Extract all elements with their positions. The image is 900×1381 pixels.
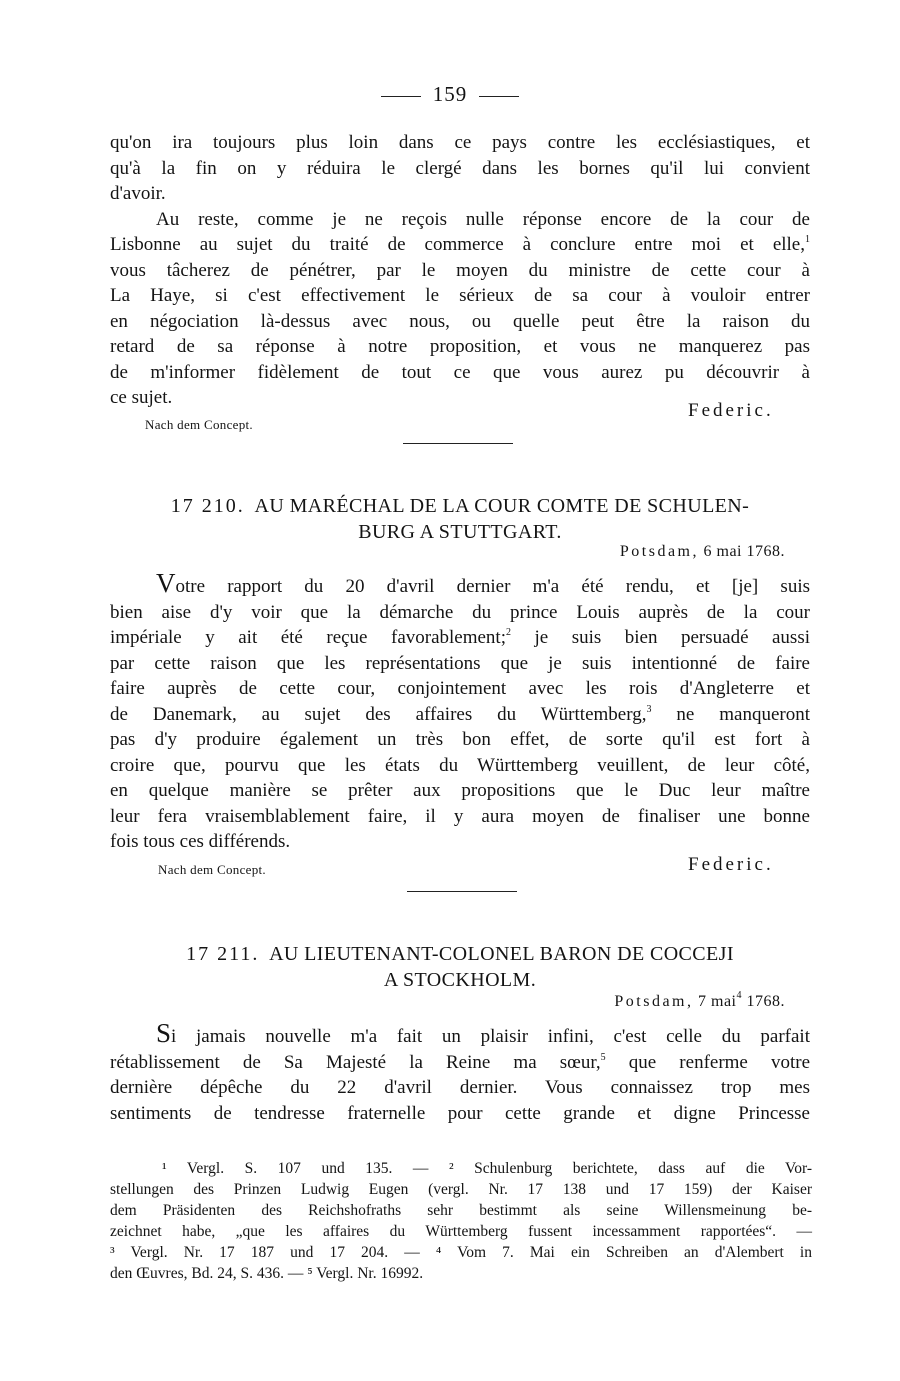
footnote-marker: 4 bbox=[736, 990, 742, 1001]
text-line: La Haye, si c'est effectivement le sérieux de sa cour à vouloir entrer bbox=[110, 285, 810, 306]
footnote-marker: 3 bbox=[646, 703, 652, 715]
text-line: en quelque manière se prêter aux propositions que le Duc leur maître bbox=[110, 780, 810, 801]
text-line: en négociation là-dessus avec nous, ou quelle peut être la raison du bbox=[110, 310, 810, 332]
continuation-paragraph bbox=[110, 130, 810, 411]
text-fragment: ne manqueront bbox=[676, 703, 811, 725]
footnotes bbox=[110, 1158, 812, 1284]
text-line bbox=[110, 1018, 810, 1050]
date: 6 mai 1768. bbox=[703, 543, 785, 560]
signature: Federic. bbox=[688, 854, 774, 875]
page-number bbox=[0, 82, 900, 107]
heading-text: AU LIEUTENANT-COLONEL BARON DE COCCEJI bbox=[269, 943, 734, 965]
page-number-right-dash bbox=[479, 96, 519, 97]
place: Potsdam, bbox=[614, 993, 694, 1010]
footnote-line: den Œuvres, Bd. 24, S. 436. — ⁵ Vergl. Nr. 16992. bbox=[110, 1265, 424, 1282]
place-date bbox=[620, 543, 785, 561]
text-fragment: rétablissement de Sa Majesté la Reine ma sœur, bbox=[110, 1051, 601, 1073]
text-line: Au reste, comme je ne reçois nulle réponse encore de la cour de bbox=[156, 208, 810, 230]
letter-heading-17211 bbox=[110, 941, 810, 993]
letter-number: 17 211. bbox=[186, 943, 260, 965]
letter-heading-17210 bbox=[110, 493, 810, 545]
page-number-text: 159 bbox=[432, 82, 468, 106]
text-line: bien aise d'y voir que la démarche du prince Louis auprès de la cour bbox=[110, 601, 810, 623]
footnote-line: ¹ Vergl. S. 107 und 135. — ² Schulenburg berichtete, dass auf die Vor- bbox=[162, 1160, 812, 1177]
text-line: pas d'y produire également un très bon effet, de sorte qu'il est fort à bbox=[110, 729, 810, 750]
text-line: de m'informer fidèlement de tout ce que vous aurez pu découvrir à bbox=[110, 361, 810, 383]
text-line: dernière dépêche du 22 d'avril dernier. Vous connaissez trop mes bbox=[110, 1077, 810, 1098]
text-fragment: je suis bien persuadé aussi bbox=[534, 627, 810, 648]
text-line: faire auprès de cette cour, conjointement avec les rois d'Angleterre et bbox=[110, 678, 810, 699]
text-line: par cette raison que les représentations que je suis intentionné de faire bbox=[110, 652, 810, 674]
text-line bbox=[110, 568, 810, 600]
heading-line: BURG A STUTTGART. bbox=[358, 521, 562, 543]
text-line: retard de sa réponse à notre proposition, et vous ne manquerez pas bbox=[110, 336, 810, 357]
source-note: Nach dem Concept. bbox=[158, 862, 266, 877]
text-fragment: i jamais nouvelle m'a fait un plaisir infini, c'est celle du parfait bbox=[171, 1026, 810, 1047]
text-line bbox=[110, 1050, 810, 1076]
letter-body-17210 bbox=[110, 568, 811, 855]
footnote-marker: 5 bbox=[600, 1051, 606, 1063]
text-line: ce sujet. bbox=[110, 387, 173, 408]
text-fragment: Lisbonne au sujet du traité de commerce à conclure entre moi et elle, bbox=[110, 234, 805, 255]
heading-line: A STOCKHOLM. bbox=[383, 969, 537, 991]
text-line: qu'on ira toujours plus loin dans ce pays contre les ecclésiastiques, et bbox=[110, 132, 810, 153]
place: Potsdam, bbox=[619, 543, 699, 560]
heading-line bbox=[110, 493, 810, 519]
date-day: 7 mai bbox=[698, 993, 737, 1010]
section-divider bbox=[403, 443, 513, 444]
footnote-marker: 2 bbox=[506, 627, 511, 638]
text-line bbox=[110, 702, 810, 728]
text-line: croire que, pourvu que les états du Württemberg veuillent, de leur côté, bbox=[110, 754, 810, 776]
text-fragment: impériale y ait été reçue favorablement; bbox=[110, 627, 506, 648]
heading-text: AU MARÉCHAL DE LA COUR COMTE DE SCHULEN- bbox=[254, 495, 750, 517]
place-date bbox=[614, 990, 785, 1011]
signature: Federic. bbox=[688, 400, 774, 421]
text-line: qu'à la fin on y réduira le clergé dans les bornes qu'il lui convient bbox=[110, 157, 810, 179]
text-line: leur fera vraisemblablement faire, il y aura moyen de finaliser une bonne bbox=[110, 805, 810, 827]
text-line bbox=[110, 232, 810, 258]
footnote-line: dem Präsidenten des Reichshofraths sehr bestimmt als seine Willensmeinung be- bbox=[110, 1202, 812, 1219]
page-number-left-dash bbox=[381, 96, 421, 97]
text-line: sentiments de tendresse fraternelle pour cette grande et digne Princesse bbox=[110, 1102, 810, 1124]
text-line: vous tâcherez de pénétrer, par le moyen du ministre de cette cour à bbox=[110, 259, 810, 281]
letter-body-17211 bbox=[110, 1018, 811, 1126]
text-fragment: de Danemark, au sujet des affaires du Württemberg, bbox=[110, 703, 647, 725]
heading-line bbox=[110, 941, 810, 967]
section-divider bbox=[407, 891, 517, 892]
initial-letter: V bbox=[156, 568, 176, 598]
date-year: 1768. bbox=[746, 993, 785, 1010]
text-line: fois tous ces différends. bbox=[110, 831, 291, 852]
initial-letter: S bbox=[156, 1018, 172, 1048]
text-fragment: otre rapport du 20 d'avril dernier m'a été rendu, et [je] suis bbox=[175, 576, 810, 597]
text-line bbox=[110, 625, 810, 651]
footnote-marker: 1 bbox=[805, 234, 810, 245]
footnote-line: ³ Vergl. Nr. 17 187 und 17 204. — ⁴ Vom 7. Mai ein Schreiben an d'Alembert in bbox=[110, 1244, 812, 1261]
text-fragment: que renferme votre bbox=[628, 1051, 811, 1073]
text-line: d'avoir. bbox=[110, 183, 166, 204]
footnote-line: zeichnet habe, „que les affaires du Württemberg fussent incessamment rapportées“. — bbox=[110, 1223, 812, 1240]
footnote-line: stellungen des Prinzen Ludwig Eugen (vergl. Nr. 17 138 und 17 159) der Kaiser bbox=[110, 1181, 812, 1198]
letter-number: 17 210. bbox=[170, 495, 245, 517]
source-note: Nach dem Concept. bbox=[145, 417, 253, 432]
